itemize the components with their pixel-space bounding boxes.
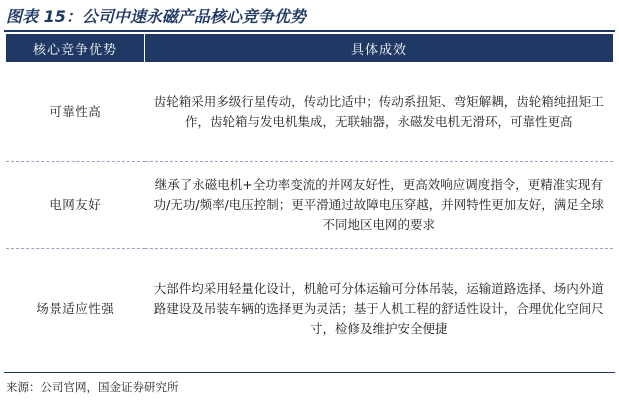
bottom-divider xyxy=(4,372,615,373)
title-divider xyxy=(4,30,615,32)
table-row xyxy=(6,162,613,249)
table-header-row xyxy=(6,34,613,62)
effect-cell: 大部件均采用轻量化设计，机舱可分体运输可分体吊装，运输道路选择、场内外道路建设及吊装车辆的选择更为灵活；基于人机工程的舒适性设计，合理优化空间尺寸，检修及维护安全便捷 xyxy=(153,281,604,336)
advantages-table xyxy=(6,34,613,369)
header-advantage: 核心竞争优势 xyxy=(6,34,145,62)
advantage-cell: 可靠性高 xyxy=(6,62,145,162)
figure-title: 图表 15：公司中速永磁产品核心竞争优势 xyxy=(6,7,306,26)
header-effect: 具体成效 xyxy=(145,34,614,62)
advantage-cell: 电网友好 xyxy=(6,162,145,249)
effect-cell: 继承了永磁电机+全功率变流的并网友好性，更高效响应调度指令，更精准实现有功/无功/频率/电压控制；更平滑通过故障电压穿越，并网特性更加友好，满足全球不同地区电网的要求 xyxy=(145,162,614,249)
effect-cell: 齿轮箱采用多级行星传动，传动比适中；传动系扭矩、弯矩解耦，齿轮箱纯扭矩工作，齿轮箱与发电机集成，无联轴器，永磁发电机无滑环，可靠性更高 xyxy=(145,62,614,162)
table-row xyxy=(6,249,613,370)
table-row xyxy=(6,62,613,162)
advantage-cell: 场景适应性强 xyxy=(36,301,115,316)
source-note: 来源：公司官网，国金证券研究所 xyxy=(6,380,179,394)
